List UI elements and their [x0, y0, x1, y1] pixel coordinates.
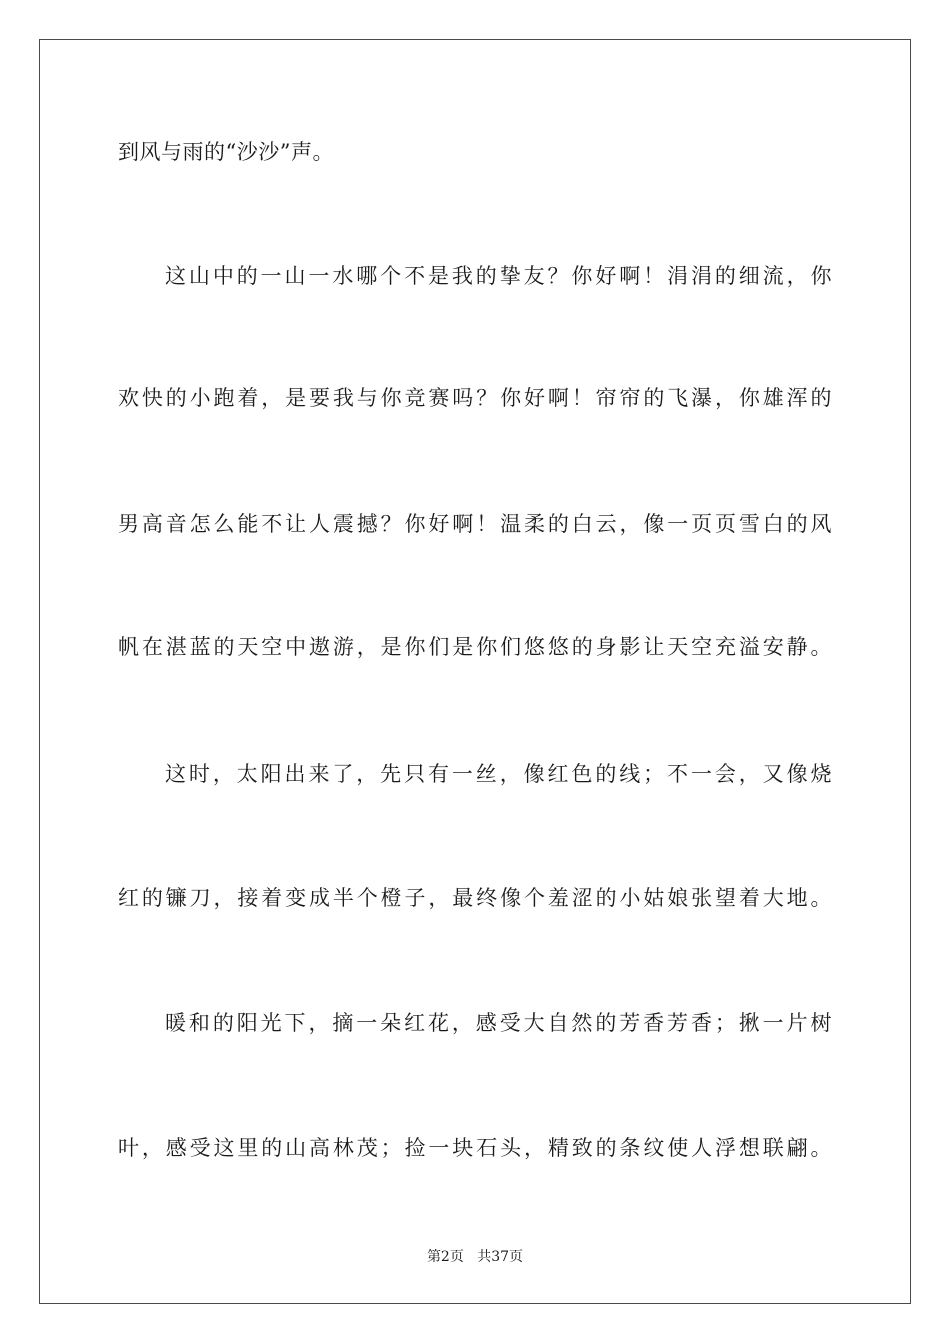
- text-line: 这山中的一山一水哪个不是我的挚友？你好啊！涓涓的细流，你: [165, 264, 832, 288]
- text-line: 男高音怎么能不让人震撼？你好啊！温柔的白云，像一页页雪白的风: [118, 512, 832, 536]
- text-line: 叶，感受这里的山高林茂；捡一块石头，精致的条纹使人浮想联翩。: [118, 1136, 832, 1160]
- page-border: [39, 39, 911, 1304]
- total-pages: 共37页: [477, 1249, 524, 1265]
- text-line: 暖和的阳光下，摘一朵红花，感受大自然的芳香芳香；揪一片树: [165, 1011, 832, 1035]
- text-line: 红的镰刀，接着变成半个橙子，最终像个羞涩的小姑娘张望着大地。: [118, 886, 832, 910]
- page-footer: [0, 1247, 950, 1267]
- text-line: 欢快的小跑着，是要我与你竞赛吗？你好啊！帘帘的飞瀑，你雄浑的: [118, 386, 832, 410]
- text-line: 帆在湛蓝的天空中遨游，是你们是你们悠悠的身影让天空充溢安静。: [118, 635, 832, 659]
- page-number: 第2页: [426, 1249, 464, 1265]
- text-line: 到风与雨的“沙沙”声。: [118, 140, 334, 164]
- text-line: 这时，太阳出来了，先只有一丝，像红色的线；不一会，又像烧: [165, 762, 832, 786]
